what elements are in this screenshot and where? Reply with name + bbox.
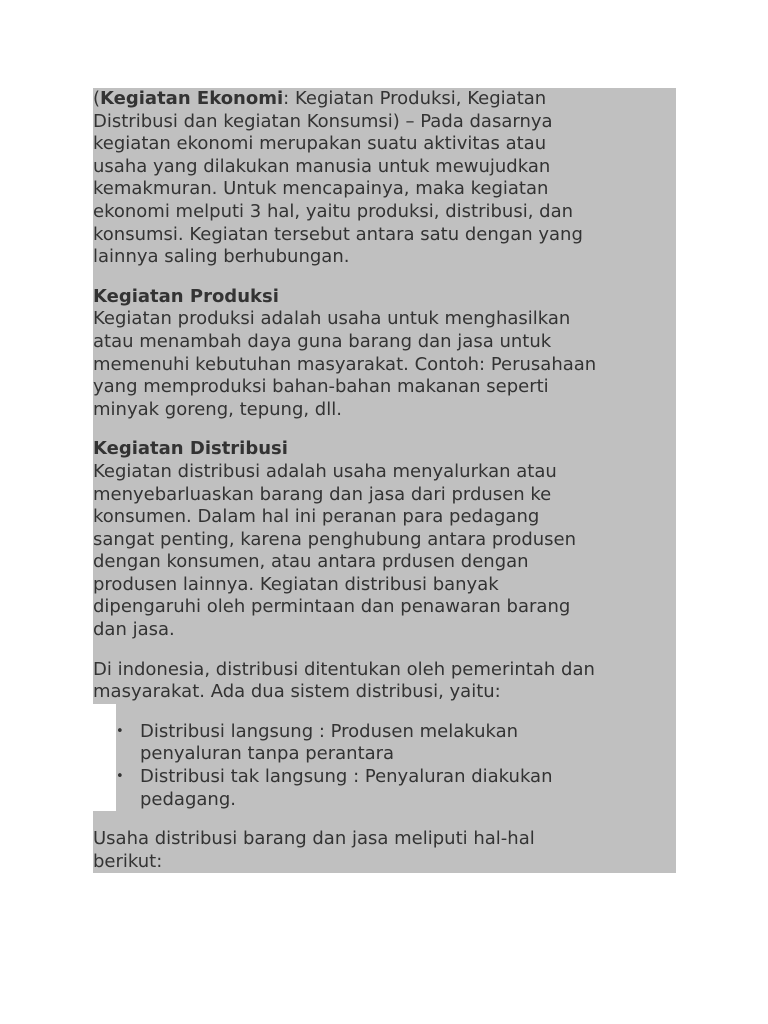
text-line: kegiatan ekonomi merupakan suatu aktivitas atau [93, 133, 547, 155]
text-line: Kegiatan produksi adalah usaha untuk menghasilkan [93, 308, 571, 330]
text-line: berikut: [93, 850, 163, 872]
text-line: Distribusi langsung : Produsen melakukan [140, 720, 519, 742]
text-line: produsen lainnya. Kegiatan distribusi banyak [93, 573, 499, 595]
intro-first-line-rest: : Kegiatan Produksi, Kegiatan [283, 88, 547, 109]
bullet-icon: • [116, 723, 124, 739]
usaha-lines [93, 828, 676, 873]
text-line: Kegiatan distribusi adalah usaha menyalurkan atau [93, 460, 557, 482]
text-line: kemakmuran. Untuk mencapainya, maka kegiatan [93, 178, 549, 200]
document-page [93, 88, 676, 873]
text-line: sangat penting, karena penghubung antara produsen [93, 528, 577, 550]
list-item [116, 721, 676, 766]
distribusi-heading: Kegiatan Distribusi [93, 438, 288, 460]
text-line: ekonomi melputi 3 hal, yaitu produksi, distribusi, dan [93, 200, 574, 222]
list-body [116, 704, 676, 811]
text-line: dengan konsumen, atau antara prdusen dengan [93, 551, 529, 573]
text-line: memenuhi kebutuhan masyarakat. Contoh: Perusahaan [93, 353, 597, 375]
intro-paragraph [93, 88, 676, 286]
distribusi-lines [93, 461, 676, 642]
text-line: dipengaruhi oleh permintaan dan penawaran barang [93, 596, 571, 618]
text-line: masyarakat. Ada dua sistem distribusi, yaitu: [93, 681, 501, 703]
text-line: Usaha distribusi barang dan jasa meliputi hal-hal [93, 828, 535, 850]
produksi-section [93, 286, 676, 439]
indonesia-lines [93, 659, 676, 704]
text-line: menyebarluaskan barang dan jasa dari prdusen ke [93, 483, 552, 505]
text-line: Di indonesia, distribusi ditentukan oleh pemerintah dan [93, 658, 595, 680]
text-line: konsumsi. Kegiatan tersebut antara satu dengan yang [93, 223, 583, 245]
text-line: usaha yang dilakukan manusia untuk mewujudkan [93, 155, 551, 177]
intro-open-paren: ( [93, 88, 101, 109]
usaha-paragraph [93, 811, 676, 873]
distribusi-section [93, 438, 676, 658]
text-line: Distribusi dan kegiatan Konsumsi) – Pada dasarnya [93, 110, 553, 132]
intro-term-bold: Kegiatan Ekonomi [100, 88, 284, 109]
text-line: Distribusi tak langsung : Penyaluran diakukan [140, 766, 553, 788]
intro-first-line [93, 88, 676, 111]
distribution-system-list [93, 704, 676, 811]
text-line: konsumen. Dalam hal ini peranan para pedagang [93, 506, 540, 528]
bullet-icon: • [116, 769, 124, 785]
text-line: dan jasa. [93, 619, 175, 641]
text-line: atau menambah daya guna barang dan jasa untuk [93, 330, 552, 352]
produksi-lines [93, 308, 676, 421]
indonesia-paragraph [93, 659, 676, 704]
intro-lines [93, 111, 676, 269]
text-line: yang memproduksi bahan-bahan makanan seperti [93, 376, 549, 398]
list-item [116, 766, 676, 811]
text-line: minyak goreng, tepung, dll. [93, 398, 342, 420]
text-line: lainnya saling berhubungan. [93, 246, 350, 268]
text-line: penyaluran tanpa perantara [140, 743, 395, 765]
produksi-heading: Kegiatan Produksi [93, 285, 279, 307]
list-gutter [93, 704, 116, 811]
text-line: pedagang. [140, 788, 236, 810]
list-item-lines [140, 766, 676, 811]
list-item-lines [140, 721, 676, 766]
